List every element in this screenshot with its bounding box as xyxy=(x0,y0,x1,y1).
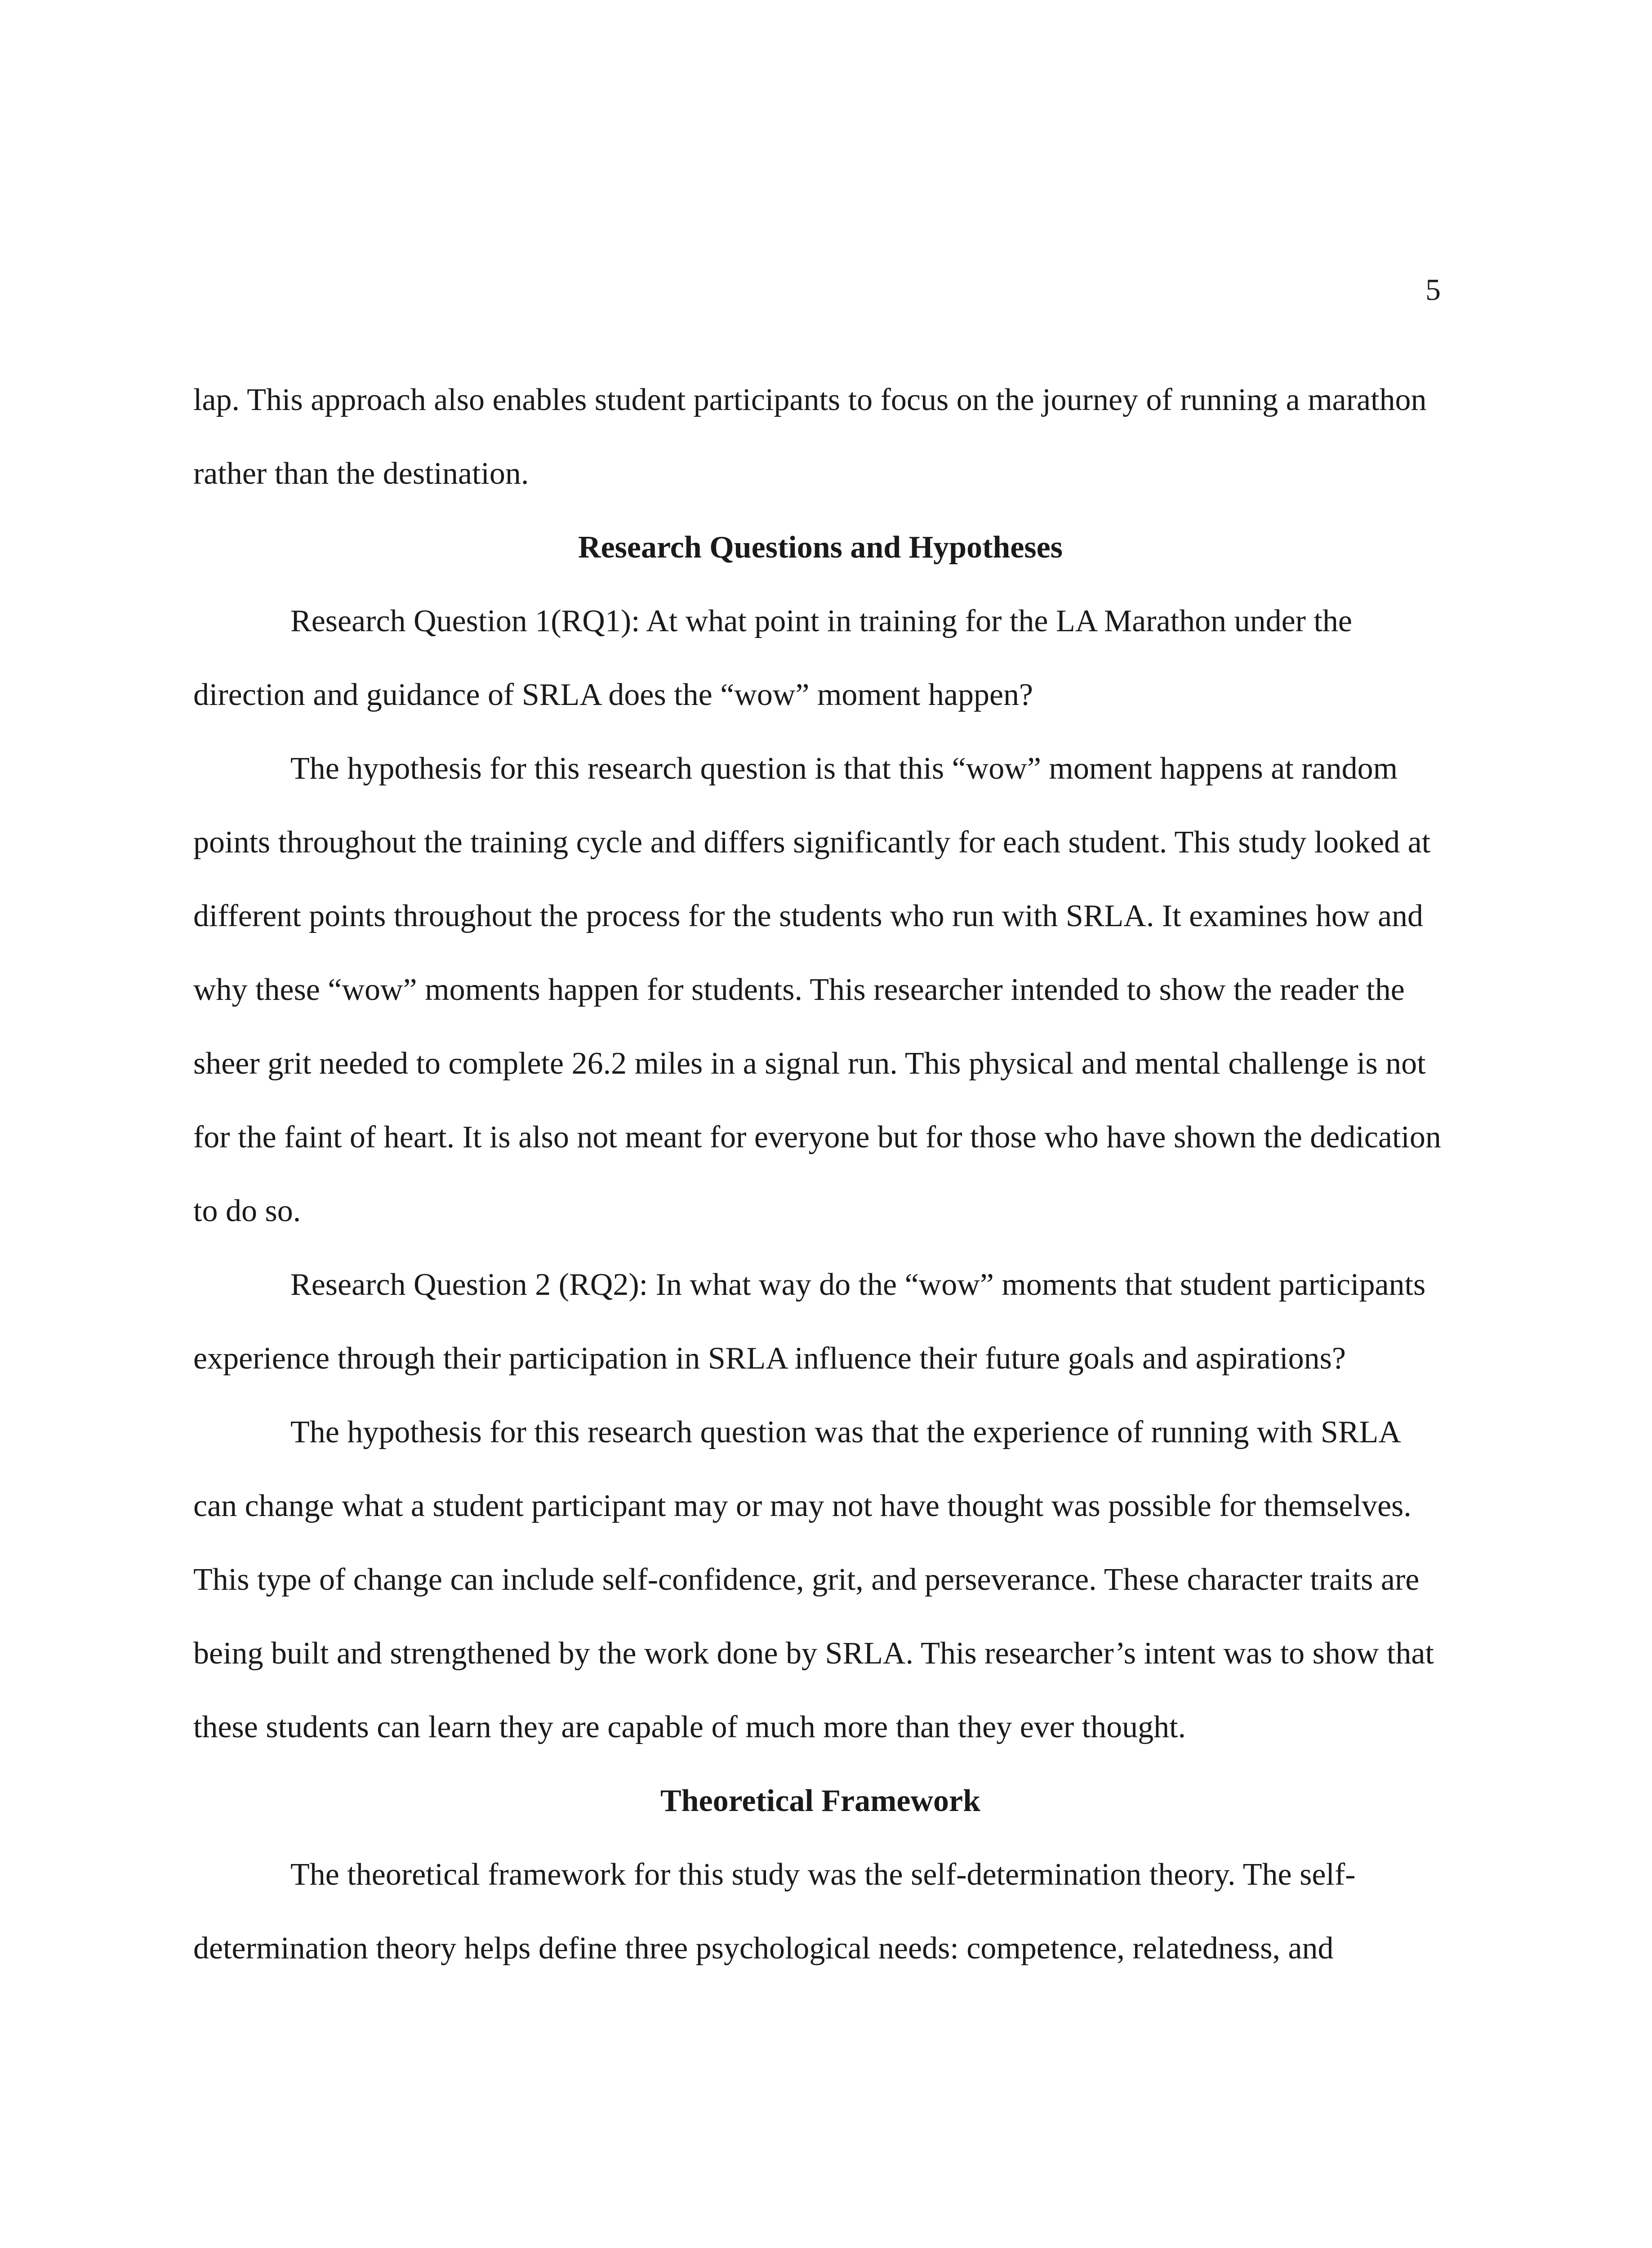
paragraph-theoretical-framework: The theoretical framework for this study was the self-determination theory. The self-determination theory helps define three psychological needs: competence, relatedness, and xyxy=(193,1857,1356,1966)
page-number: 5 xyxy=(1425,272,1441,307)
paragraph-rq2: Research Question 2 (RQ2): In what way do the “wow” moments that student participants experience through their participation in SRLA influence their future goals and aspirations? xyxy=(193,1267,1426,1376)
paragraph-rq1-hypothesis: The hypothesis for this research question is that this “wow” moment happens at random points throughout the training cycle and differs significantly for each student. This study looked at different points throughout the process for the students who run with SRLA. It examines how and why these “wow” moments happen for students. This researcher intended to show the reader the sheer grit needed to complete 26.2 miles in a signal run. This physical and mental challenge is not for the faint of heart. It is also not meant for everyone but for those who have shown the dedication to do so. xyxy=(193,751,1441,1228)
section-heading-theoretical-framework: Theoretical Framework xyxy=(660,1784,981,1818)
document-body xyxy=(193,363,1447,1985)
paragraph-rq1: Research Question 1(RQ1): At what point in training for the LA Marathon under the direction and guidance of SRLA does the “wow” moment happen? xyxy=(193,604,1352,712)
paragraph-continuation: lap. This approach also enables student participants to focus on the journey of running a marathon rather than the destination. xyxy=(193,383,1427,491)
section-heading-research-questions: Research Questions and Hypotheses xyxy=(578,530,1063,565)
paragraph-rq2-hypothesis: The hypothesis for this research question was that the experience of running with SRLA can change what a student participant may or may not have thought was possible for themselves. This type of change can include self-confidence, grit, and perseverance. These character traits are being built and strengthened by the work done by SRLA. This researcher’s intent was to show that these students can learn they are capable of much more than they ever thought. xyxy=(193,1415,1434,1744)
